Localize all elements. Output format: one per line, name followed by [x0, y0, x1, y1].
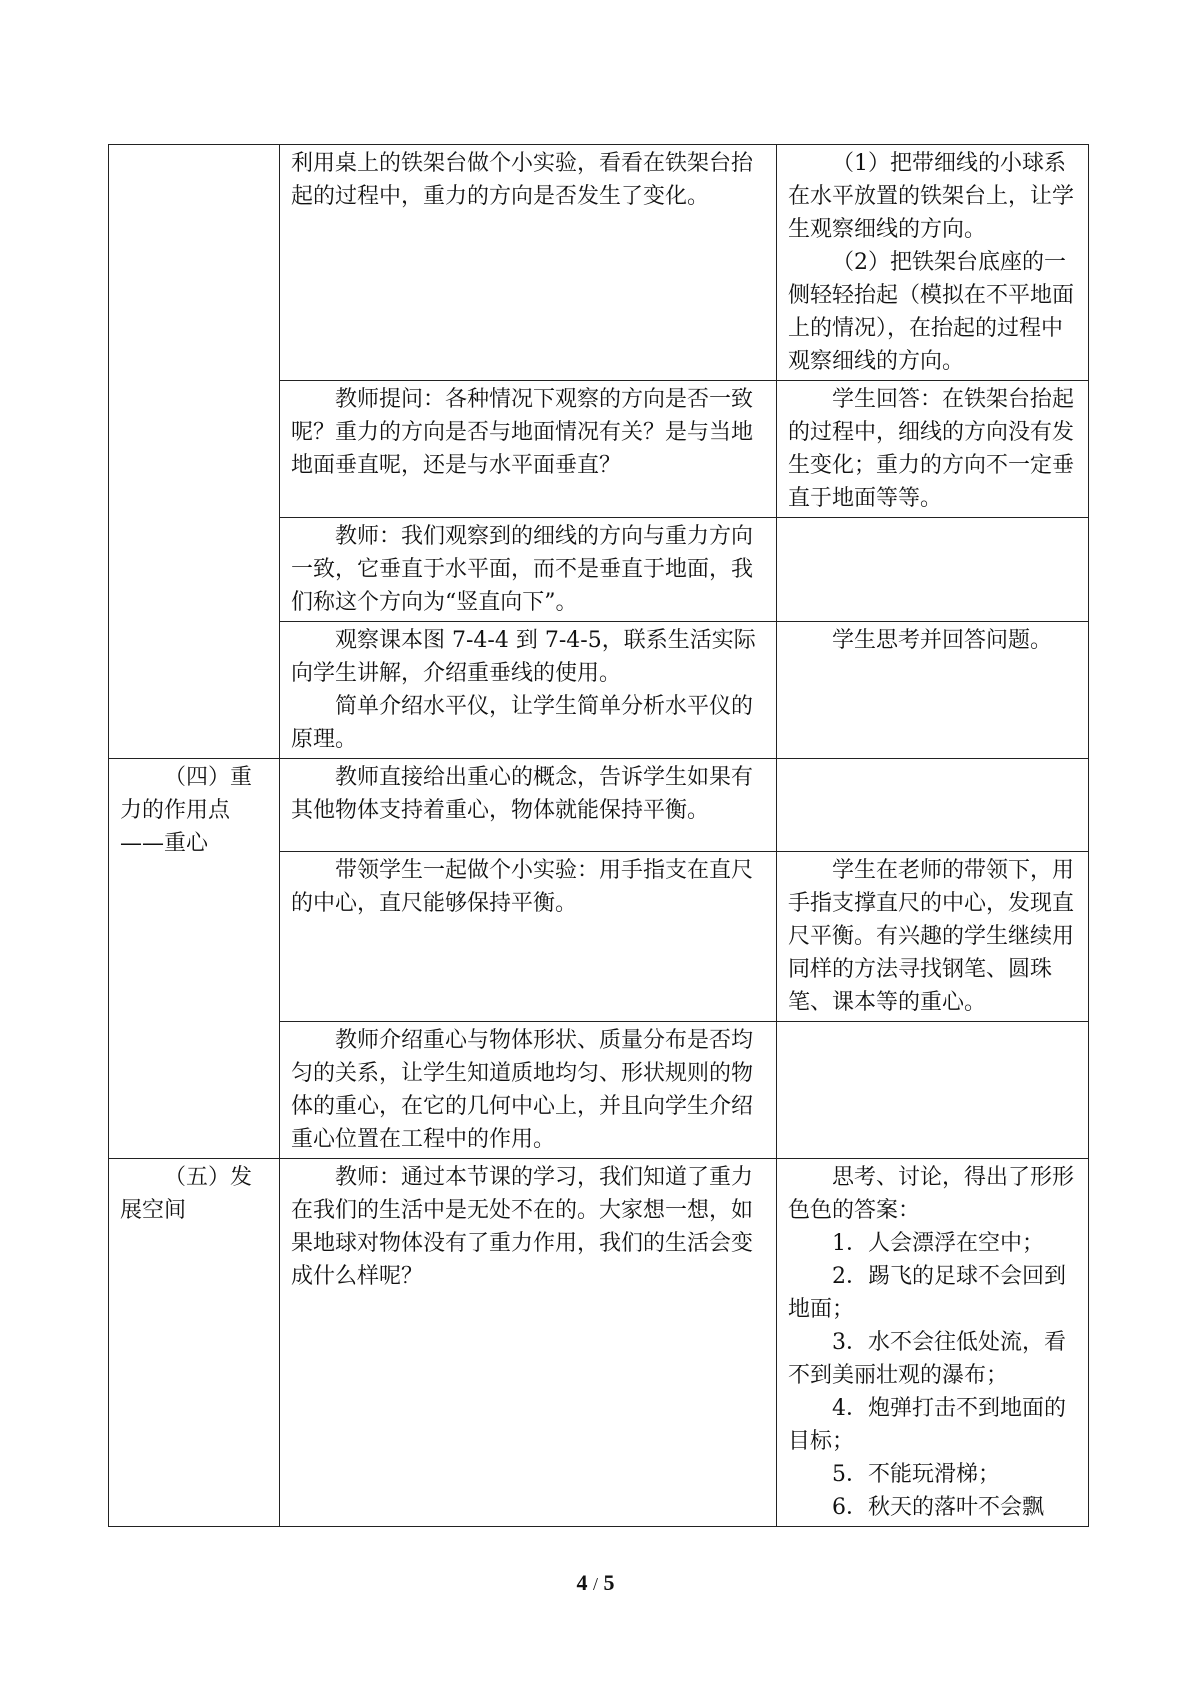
student-activity-cell	[777, 1022, 1089, 1159]
page-number	[0, 1570, 1191, 1596]
teacher-activity-cell: 教师直接给出重心的概念，告诉学生如果有其他物体支持着重心，物体就能保持平衡。	[280, 759, 777, 852]
teacher-activity-cell: 观察课本图 7-4-4 到 7-4-5，联系生活实际向学生讲解，介绍重垂线的使用。 简单介绍水平仪，让学生简单分析水平仪的原理。	[280, 622, 777, 759]
student-activity-cell	[777, 518, 1089, 622]
student-activity-cell: 学生在老师的带领下，用手指支撑直尺的中心，发现直尺平衡。有兴趣的学生继续用同样的方法寻找钢笔、圆珠笔、课本等的重心。	[777, 852, 1089, 1022]
teacher-activity-cell: 教师提问：各种情况下观察的方向是否一致呢？重力的方向是否与地面情况有关？是与当地地面垂直呢，还是与水平面垂直？	[280, 381, 777, 518]
student-activity-cell: 思考、讨论，得出了形形色色的答案： 1．人会漂浮在空中； 2．踢飞的足球不会回到地面； 3．水不会往低处流，看不到美丽壮观的瀑布； 4．炮弹打击不到地面的目标； 5．不能玩滑梯； 6．秋天的落叶不会飘	[777, 1159, 1089, 1527]
teacher-activity-cell: 带领学生一起做个小实验：用手指支在直尺的中心，直尺能够保持平衡。	[280, 852, 777, 1022]
table-row	[109, 759, 1089, 852]
student-activity-cell: （1）把带细线的小球系在水平放置的铁架台上，让学生观察细线的方向。 （2）把铁架台底座的一侧轻轻抬起（模拟在不平地面上的情况），在抬起的过程中观察细线的方向。	[777, 145, 1089, 381]
student-activity-cell: 学生回答：在铁架台抬起的过程中，细线的方向没有发生变化；重力的方向不一定垂直于地面等等。	[777, 381, 1089, 518]
student-activity-cell: 学生思考并回答问题。	[777, 622, 1089, 759]
lesson-plan-table	[108, 144, 1089, 1527]
student-activity-cell	[777, 759, 1089, 852]
page-separator: /	[592, 1574, 598, 1594]
stage-cell: （四）重力的作用点——重心	[109, 759, 280, 1159]
stage-cell: （五）发展空间	[109, 1159, 280, 1527]
total-pages: 5	[603, 1570, 615, 1595]
table-row	[109, 1159, 1089, 1527]
teacher-activity-cell: 教师介绍重心与物体形状、质量分布是否均匀的关系，让学生知道质地均匀、形状规则的物体的重心，在它的几何中心上，并且向学生介绍重心位置在工程中的作用。	[280, 1022, 777, 1159]
stage-cell	[109, 145, 280, 759]
current-page: 4	[576, 1570, 588, 1595]
table-row	[109, 145, 1089, 381]
teacher-activity-cell: 利用桌上的铁架台做个小实验，看看在铁架台抬起的过程中，重力的方向是否发生了变化。	[280, 145, 777, 381]
teacher-activity-cell: 教师：通过本节课的学习，我们知道了重力在我们的生活中是无处不在的。大家想一想，如果地球对物体没有了重力作用，我们的生活会变成什么样呢？	[280, 1159, 777, 1527]
teacher-activity-cell: 教师：我们观察到的细线的方向与重力方向一致，它垂直于水平面，而不是垂直于地面，我们称这个方向为“竖直向下”。	[280, 518, 777, 622]
